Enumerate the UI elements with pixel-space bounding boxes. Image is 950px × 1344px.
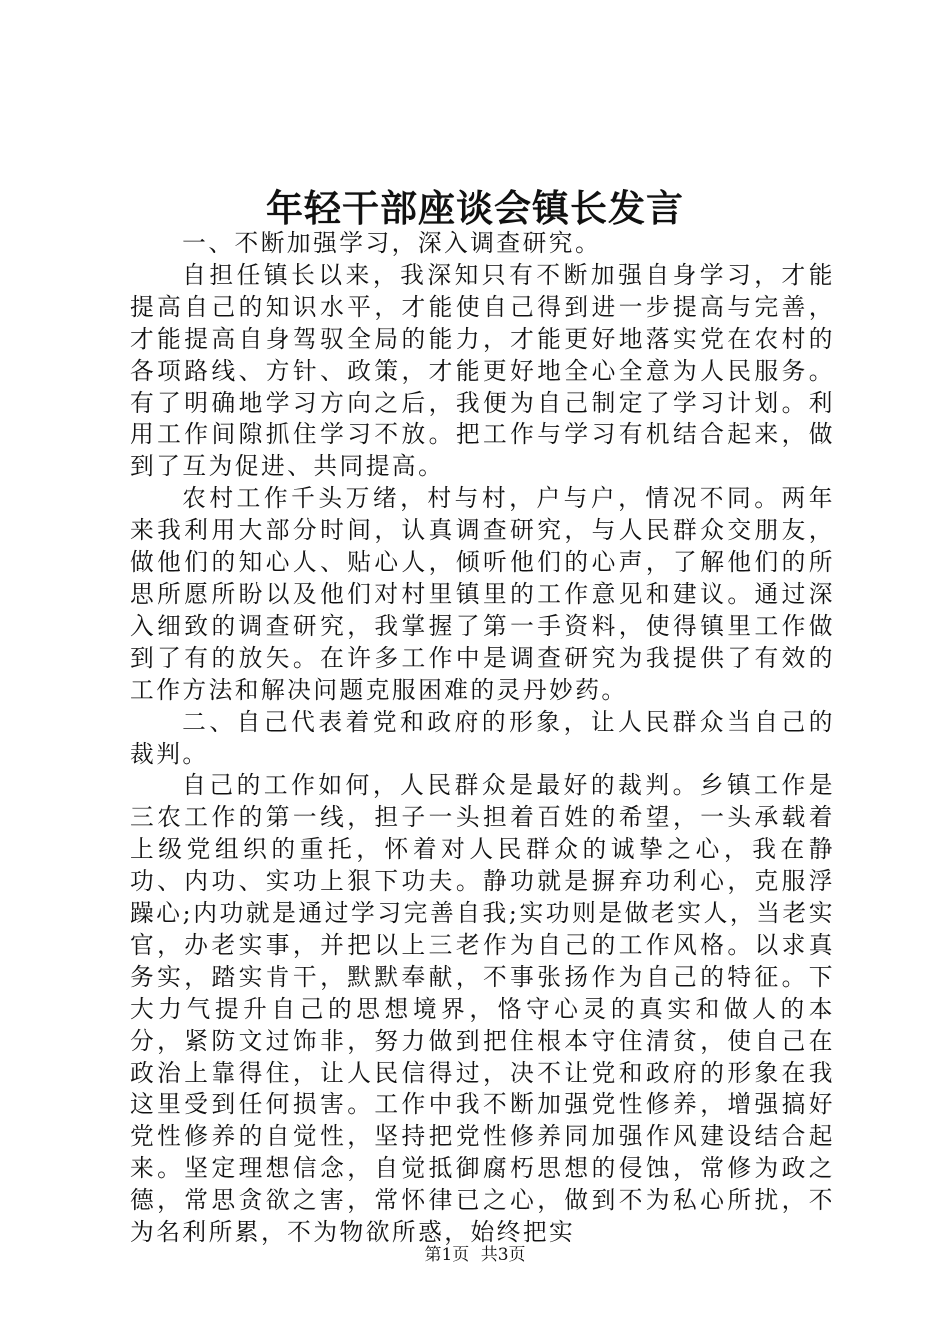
paragraph: 自担任镇长以来，我深知只有不断加强自身学习，才能提高自己的知识水平，才能使自己得到进一步提高与完善，才能提高自身驾驭全局的能力，才能更好地落实党在农村的各项路线、方针、政策，才能更好地全心全意为人民服务。有了明确地学习方向之后，我便为自己制定了学习计划。利用工作间隙抓住学习不放。把工作与学习有机结合起来，做到了互为促进、共同提高。: [130, 260, 835, 481]
document-title: 年轻干部座谈会镇长发言: [266, 186, 684, 230]
paragraph-heading-2: 二、自己代表着党和政府的形象，让人民群众当自己的裁判。: [130, 707, 835, 768]
page-footer: [0, 1243, 950, 1267]
paragraph: 农村工作千头万绪，村与村，户与户，情况不同。两年来我利用大部分时间，认真调查研究，与人民群众交朋友，做他们的知心人、贴心人，倾听他们的心声，了解他们的所思所愿所盼以及他们对村里镇里的工作意见和建议。通过深入细致的调查研究，我掌握了第一手资料，使得镇里工作做到了有的放矢。在许多工作中是调查研究为我提供了有效的工作方法和解决问题克服困难的灵丹妙药。: [130, 484, 835, 704]
paragraph: 自己的工作如何，人民群众是最好的裁判。乡镇工作是三农工作的第一线，担子一头担着百姓的希望，一头承载着上级党组织的重托，怀着对人民群众的诚挚之心，我在静功、内功、实功上狠下功夫。静功就是摒弃功利心，克服浮躁心;内功就是通过学习完善自我;实功则是做老实人，当老实官，办老实事，并把以上三老作为自己的工作风格。以求真务实，踏实肯干，默默奉献，不事张扬作为自己的特征。下大力气提升自己的思想境界，恪守心灵的真实和做人的本分，紧防文过饰非，努力做到把住根本守住清贫，使自己在政治上靠得住，让人民信得过，决不让党和政府的形象在我这里受到任何损害。工作中我不断加强党性修养，增强搞好党性修养的自觉性，坚持把党性修养同加强作风建设结合起来。坚定理想信念，自觉抵御腐朽思想的侵蚀，常修为政之德，常思贪欲之害，常怀律已之心，做到不为私心所扰，不为名利所累，不为物欲所惑，始终把实: [130, 771, 835, 1247]
page-number-total: 共3页: [480, 1245, 526, 1265]
paragraph-heading-1: 一、不断加强学习，深入调查研究。: [182, 229, 602, 257]
page-number-current: 第1页: [424, 1245, 470, 1265]
document-body: [130, 228, 835, 1249]
